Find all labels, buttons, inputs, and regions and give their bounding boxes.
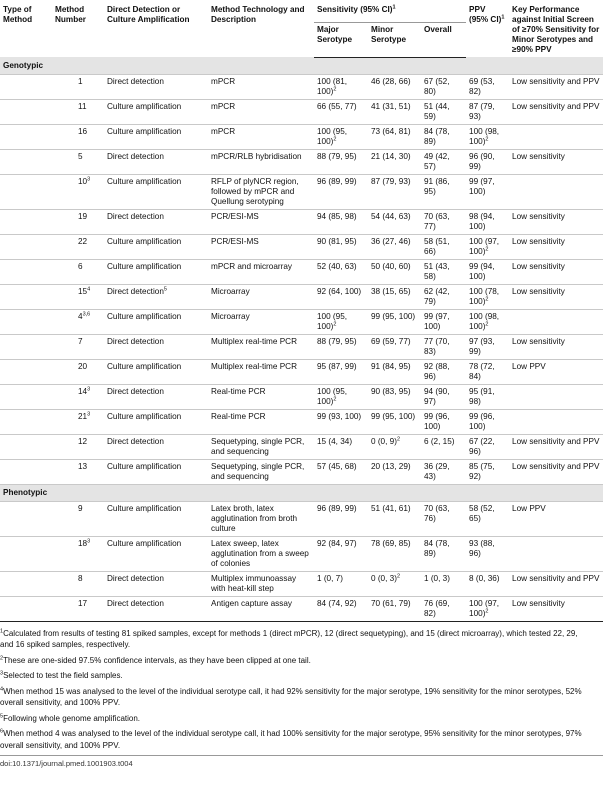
table-row (0, 74, 603, 99)
table-row (0, 536, 603, 571)
footnote: $^2$These are one-sided 97.5% confidence intervals, as they have been clipped at one tail. (0, 654, 311, 665)
key-performance-cell: Low PPV (509, 501, 603, 536)
minor-cell: 70 (61, 79) (368, 596, 421, 621)
overall-cell: 77 (70, 83) (421, 334, 466, 359)
minor-cell: 54 (44, 63) (368, 209, 421, 234)
footnote: $^4$When method 15 was analysed to the level of the individual serotype call, it had 92% sensitivity for the major serotype, 19% sensitivity for the minor serotypes, 52% overall sensitivity, and 100% PPV. (0, 685, 582, 707)
ppv-cell: 67 (22, 96) (466, 434, 509, 459)
overall-cell: 49 (42, 57) (421, 149, 466, 174)
minor-cell: 90 (83, 95) (368, 384, 421, 409)
direct-cell: Culture amplification (104, 501, 208, 536)
type-cell (0, 501, 52, 536)
table-row (0, 359, 603, 384)
minor-cell: 69 (59, 77) (368, 334, 421, 359)
technology-cell: Real-time PCR (208, 384, 314, 409)
method-number-cell: 20 (52, 359, 104, 384)
ppv-cell: 58 (52, 65) (466, 501, 509, 536)
ppv-cell: 95 (91, 98) (466, 384, 509, 409)
technology-cell: Multiplex real-time PCR (208, 334, 314, 359)
overall-cell: 92 (88, 96) (421, 359, 466, 384)
major-cell: 52 (40, 63) (314, 259, 368, 284)
technology-cell: mPCR/RLB hybridisation (208, 149, 314, 174)
major-cell: 100 (95, 100)$^2$ (314, 384, 368, 409)
technology-cell: mPCR and microarray (208, 259, 314, 284)
direct-cell: Culture amplification (104, 459, 208, 484)
direct-cell: Culture amplification (104, 309, 208, 334)
table-row (0, 209, 603, 234)
ppv-cell: 85 (75, 92) (466, 459, 509, 484)
method-number-cell: 11 (52, 99, 104, 124)
minor-cell: 0 (0, 3)$^2$ (368, 571, 421, 596)
technology-cell: RFLP of plyNCR region, followed by mPCR and Quellung serotyping (208, 174, 314, 209)
type-cell (0, 309, 52, 334)
major-cell: 66 (55, 77) (314, 99, 368, 124)
ppv-cell: 87 (79, 93) (466, 99, 509, 124)
key-performance-cell: Low sensitivity and PPV (509, 571, 603, 596)
col-header-ppv: PPV (95% CI)$^1$ (469, 5, 505, 24)
technology-cell: PCR/ESI-MS (208, 209, 314, 234)
section-label: Phenotypic (0, 484, 603, 501)
direct-cell: Direct detection (104, 384, 208, 409)
doi-label: doi:10.1371/journal.pmed.1001903.t004 (0, 755, 603, 768)
key-performance-cell: Low sensitivity (509, 596, 603, 621)
ppv-cell: 78 (72, 84) (466, 359, 509, 384)
table-row (0, 309, 603, 334)
ppv-cell: 98 (94, 100) (466, 209, 509, 234)
type-cell (0, 384, 52, 409)
technology-cell: Latex broth, latex agglutination from broth culture (208, 501, 314, 536)
major-cell: 100 (95, 100)$^2$ (314, 124, 368, 149)
key-performance-cell: Low sensitivity and PPV (509, 434, 603, 459)
ppv-cell: 8 (0, 36) (466, 571, 509, 596)
major-cell: 99 (93, 100) (314, 409, 368, 434)
method-number-cell: $10^3$ (52, 174, 104, 209)
overall-cell: 51 (44, 59) (421, 99, 466, 124)
footnote: $^6$When method 4 was analysed to the level of the individual serotype call, it had 100% sensitivity for the major serotype, 95% sensitivity for the minor serotypes, 97% overall sensitivity, and 100% PPV. (0, 728, 582, 750)
table-row (0, 384, 603, 409)
key-performance-cell (509, 384, 603, 409)
key-performance-cell (509, 536, 603, 571)
overall-cell: 62 (42, 79) (421, 284, 466, 309)
ppv-cell: 99 (97, 100) (466, 174, 509, 209)
overall-cell: 67 (52, 80) (421, 74, 466, 99)
key-performance-cell: Low sensitivity and PPV (509, 74, 603, 99)
technology-cell: mPCR (208, 74, 314, 99)
section-label: Genotypic (0, 57, 603, 74)
table-body (0, 57, 603, 621)
col-header-technology: Method Technology and Description (211, 5, 305, 24)
technology-cell: Microarray (208, 309, 314, 334)
key-performance-cell: Low sensitivity and PPV (509, 99, 603, 124)
key-performance-cell: Low sensitivity (509, 259, 603, 284)
footnotes (0, 628, 603, 752)
major-cell: 100 (81, 100)$^2$ (314, 74, 368, 99)
ppv-cell: 97 (93, 99) (466, 334, 509, 359)
method-number-cell: 17 (52, 596, 104, 621)
footnote: $^5$Following whole genome amplification. (0, 712, 141, 723)
technology-cell: mPCR (208, 124, 314, 149)
major-cell: 57 (45, 68) (314, 459, 368, 484)
method-number-cell: $21^3$ (52, 409, 104, 434)
table-row (0, 459, 603, 484)
ppv-cell: 100 (97, 100)$^2$ (466, 596, 509, 621)
ppv-cell: 69 (53, 82) (466, 74, 509, 99)
key-performance-cell (509, 309, 603, 334)
overall-cell: 91 (86, 95) (421, 174, 466, 209)
overall-cell: 76 (69, 82) (421, 596, 466, 621)
major-cell: 92 (84, 97) (314, 536, 368, 571)
overall-cell: 51 (43, 58) (421, 259, 466, 284)
minor-cell: 78 (69, 85) (368, 536, 421, 571)
table-row (0, 434, 603, 459)
type-cell (0, 259, 52, 284)
overall-cell: 70 (63, 77) (421, 209, 466, 234)
direct-cell: Culture amplification (104, 99, 208, 124)
method-number-cell: $18^3$ (52, 536, 104, 571)
section-row (0, 484, 603, 501)
type-cell (0, 284, 52, 309)
col-header-overall: Overall (421, 23, 466, 57)
table-row (0, 149, 603, 174)
technology-cell: Multiplex immunoassay with heat-kill step (208, 571, 314, 596)
type-cell (0, 359, 52, 384)
direct-cell: Culture amplification (104, 409, 208, 434)
ppv-cell: 99 (96, 100) (466, 409, 509, 434)
col-header-major: Major Serotype (314, 23, 368, 57)
key-performance-cell (509, 409, 603, 434)
technology-cell: Latex sweep, latex agglutination from a sweep of colonies (208, 536, 314, 571)
key-performance-cell: Low sensitivity (509, 209, 603, 234)
type-cell (0, 459, 52, 484)
footnote: $^1$Calculated from results of testing 81 spiked samples, except for methods 1 (direct mPCR), 12 (direct sequetyping), and 15 (direct microarray), which tested 22, 29, and 16 spiked samples, respectively. (0, 627, 578, 649)
technology-cell: Microarray (208, 284, 314, 309)
method-number-cell: 8 (52, 571, 104, 596)
table-row (0, 596, 603, 621)
type-cell (0, 74, 52, 99)
table-row (0, 124, 603, 149)
technology-cell: PCR/ESI-MS (208, 234, 314, 259)
key-performance-cell: Low sensitivity (509, 149, 603, 174)
direct-cell: Culture amplification (104, 259, 208, 284)
minor-cell: 51 (41, 61) (368, 501, 421, 536)
method-number-cell: 4$^{3,6}$ (52, 309, 104, 334)
overall-cell: 99 (96, 100) (421, 409, 466, 434)
col-header-type: Type of Method (3, 5, 33, 24)
method-number-cell: 9 (52, 501, 104, 536)
direct-cell: Direct detection (104, 596, 208, 621)
overall-cell: 1 (0, 3) (421, 571, 466, 596)
direct-cell: Direct detection (104, 74, 208, 99)
minor-cell: 99 (95, 100) (368, 309, 421, 334)
key-performance-cell: Low sensitivity (509, 284, 603, 309)
minor-cell: 0 (0, 9)$^2$ (368, 434, 421, 459)
overall-cell: 6 (2, 15) (421, 434, 466, 459)
major-cell: 15 (4, 34) (314, 434, 368, 459)
overall-cell: 58 (51, 66) (421, 234, 466, 259)
method-number-cell: $15^4$ (52, 284, 104, 309)
overall-cell: 94 (90, 97) (421, 384, 466, 409)
table-row (0, 234, 603, 259)
minor-cell: 41 (31, 51) (368, 99, 421, 124)
type-cell (0, 124, 52, 149)
table-row (0, 571, 603, 596)
technology-cell: Multiplex real-time PCR (208, 359, 314, 384)
method-number-cell: 5 (52, 149, 104, 174)
minor-cell: 50 (40, 60) (368, 259, 421, 284)
minor-cell: 91 (84, 95) (368, 359, 421, 384)
overall-cell: 84 (78, 89) (421, 124, 466, 149)
type-cell (0, 536, 52, 571)
type-cell (0, 596, 52, 621)
major-cell: 96 (89, 99) (314, 174, 368, 209)
direct-cell: Culture amplification (104, 174, 208, 209)
overall-cell: 70 (63, 76) (421, 501, 466, 536)
overall-cell: 84 (78, 89) (421, 536, 466, 571)
minor-cell: 99 (95, 100) (368, 409, 421, 434)
key-performance-cell: Low sensitivity (509, 234, 603, 259)
type-cell (0, 99, 52, 124)
ppv-cell: 93 (88, 96) (466, 536, 509, 571)
method-number-cell: 7 (52, 334, 104, 359)
col-header-key: Key Performance against Initial Screen of ≥70% Sensitivity for Minor Serotypes and ≥90% PPV (512, 5, 600, 54)
minor-cell: 20 (13, 29) (368, 459, 421, 484)
technology-cell: Real-time PCR (208, 409, 314, 434)
direct-cell: Culture amplification (104, 536, 208, 571)
direct-cell: Direct detection (104, 149, 208, 174)
direct-cell: Direct detection (104, 209, 208, 234)
ppv-cell: 100 (97, 100)$^2$ (466, 234, 509, 259)
col-header-minor: Minor Serotype (368, 23, 421, 57)
direct-cell: Culture amplification (104, 234, 208, 259)
major-cell: 100 (95, 100)$^2$ (314, 309, 368, 334)
table-row (0, 259, 603, 284)
overall-cell: 99 (97, 100) (421, 309, 466, 334)
method-number-cell: 13 (52, 459, 104, 484)
direct-cell: Direct detection (104, 571, 208, 596)
method-number-cell: 16 (52, 124, 104, 149)
type-cell (0, 334, 52, 359)
major-cell: 92 (64, 100) (314, 284, 368, 309)
ppv-cell: 99 (94, 100) (466, 259, 509, 284)
type-cell (0, 149, 52, 174)
direct-cell: Culture amplification (104, 359, 208, 384)
results-table (0, 3, 603, 622)
technology-cell: Sequetyping, single PCR, and sequencing (208, 459, 314, 484)
col-header-direct: Direct Detection or Culture Amplification (107, 5, 190, 24)
method-number-cell: $14^3$ (52, 384, 104, 409)
direct-cell: Direct detection (104, 434, 208, 459)
method-number-cell: 12 (52, 434, 104, 459)
key-performance-cell: Low PPV (509, 359, 603, 384)
ppv-cell: 100 (78, 100)$^2$ (466, 284, 509, 309)
footnote: $^3$Selected to test the field samples. (0, 670, 123, 680)
table-row (0, 409, 603, 434)
major-cell: 90 (81, 95) (314, 234, 368, 259)
minor-cell: 38 (15, 65) (368, 284, 421, 309)
technology-cell: Antigen capture assay (208, 596, 314, 621)
type-cell (0, 434, 52, 459)
table-row (0, 99, 603, 124)
major-cell: 84 (74, 92) (314, 596, 368, 621)
type-cell (0, 174, 52, 209)
ppv-cell: 100 (98, 100)$^2$ (466, 124, 509, 149)
major-cell: 1 (0, 7) (314, 571, 368, 596)
major-cell: 88 (79, 95) (314, 334, 368, 359)
direct-cell: Culture amplification (104, 124, 208, 149)
major-cell: 95 (87, 99) (314, 359, 368, 384)
major-cell: 94 (85, 98) (314, 209, 368, 234)
type-cell (0, 571, 52, 596)
method-number-cell: 19 (52, 209, 104, 234)
type-cell (0, 234, 52, 259)
minor-cell: 36 (27, 46) (368, 234, 421, 259)
major-cell: 88 (79, 95) (314, 149, 368, 174)
table-row (0, 501, 603, 536)
minor-cell: 73 (64, 81) (368, 124, 421, 149)
section-row (0, 57, 603, 74)
col-header-sensitivity: Sensitivity (95% CI)$^1$ (314, 3, 466, 23)
table-row (0, 284, 603, 309)
minor-cell: 21 (14, 30) (368, 149, 421, 174)
minor-cell: 46 (28, 66) (368, 74, 421, 99)
key-performance-cell (509, 174, 603, 209)
minor-cell: 87 (79, 93) (368, 174, 421, 209)
ppv-cell: 100 (98, 100)$^2$ (466, 309, 509, 334)
table-row (0, 174, 603, 209)
method-number-cell: 6 (52, 259, 104, 284)
table-row (0, 334, 603, 359)
method-number-cell: 1 (52, 74, 104, 99)
technology-cell: mPCR (208, 99, 314, 124)
type-cell (0, 209, 52, 234)
major-cell: 96 (89, 99) (314, 501, 368, 536)
col-header-number: Method Number (55, 5, 86, 24)
direct-cell: Direct detection (104, 334, 208, 359)
key-performance-cell (509, 124, 603, 149)
method-number-cell: 22 (52, 234, 104, 259)
technology-cell: Sequetyping, single PCR, and sequencing (208, 434, 314, 459)
type-cell (0, 409, 52, 434)
key-performance-cell: Low sensitivity (509, 334, 603, 359)
ppv-cell: 96 (90, 99) (466, 149, 509, 174)
overall-cell: 36 (29, 43) (421, 459, 466, 484)
direct-cell: Direct detection$^5$ (104, 284, 208, 309)
key-performance-cell: Low sensitivity and PPV (509, 459, 603, 484)
